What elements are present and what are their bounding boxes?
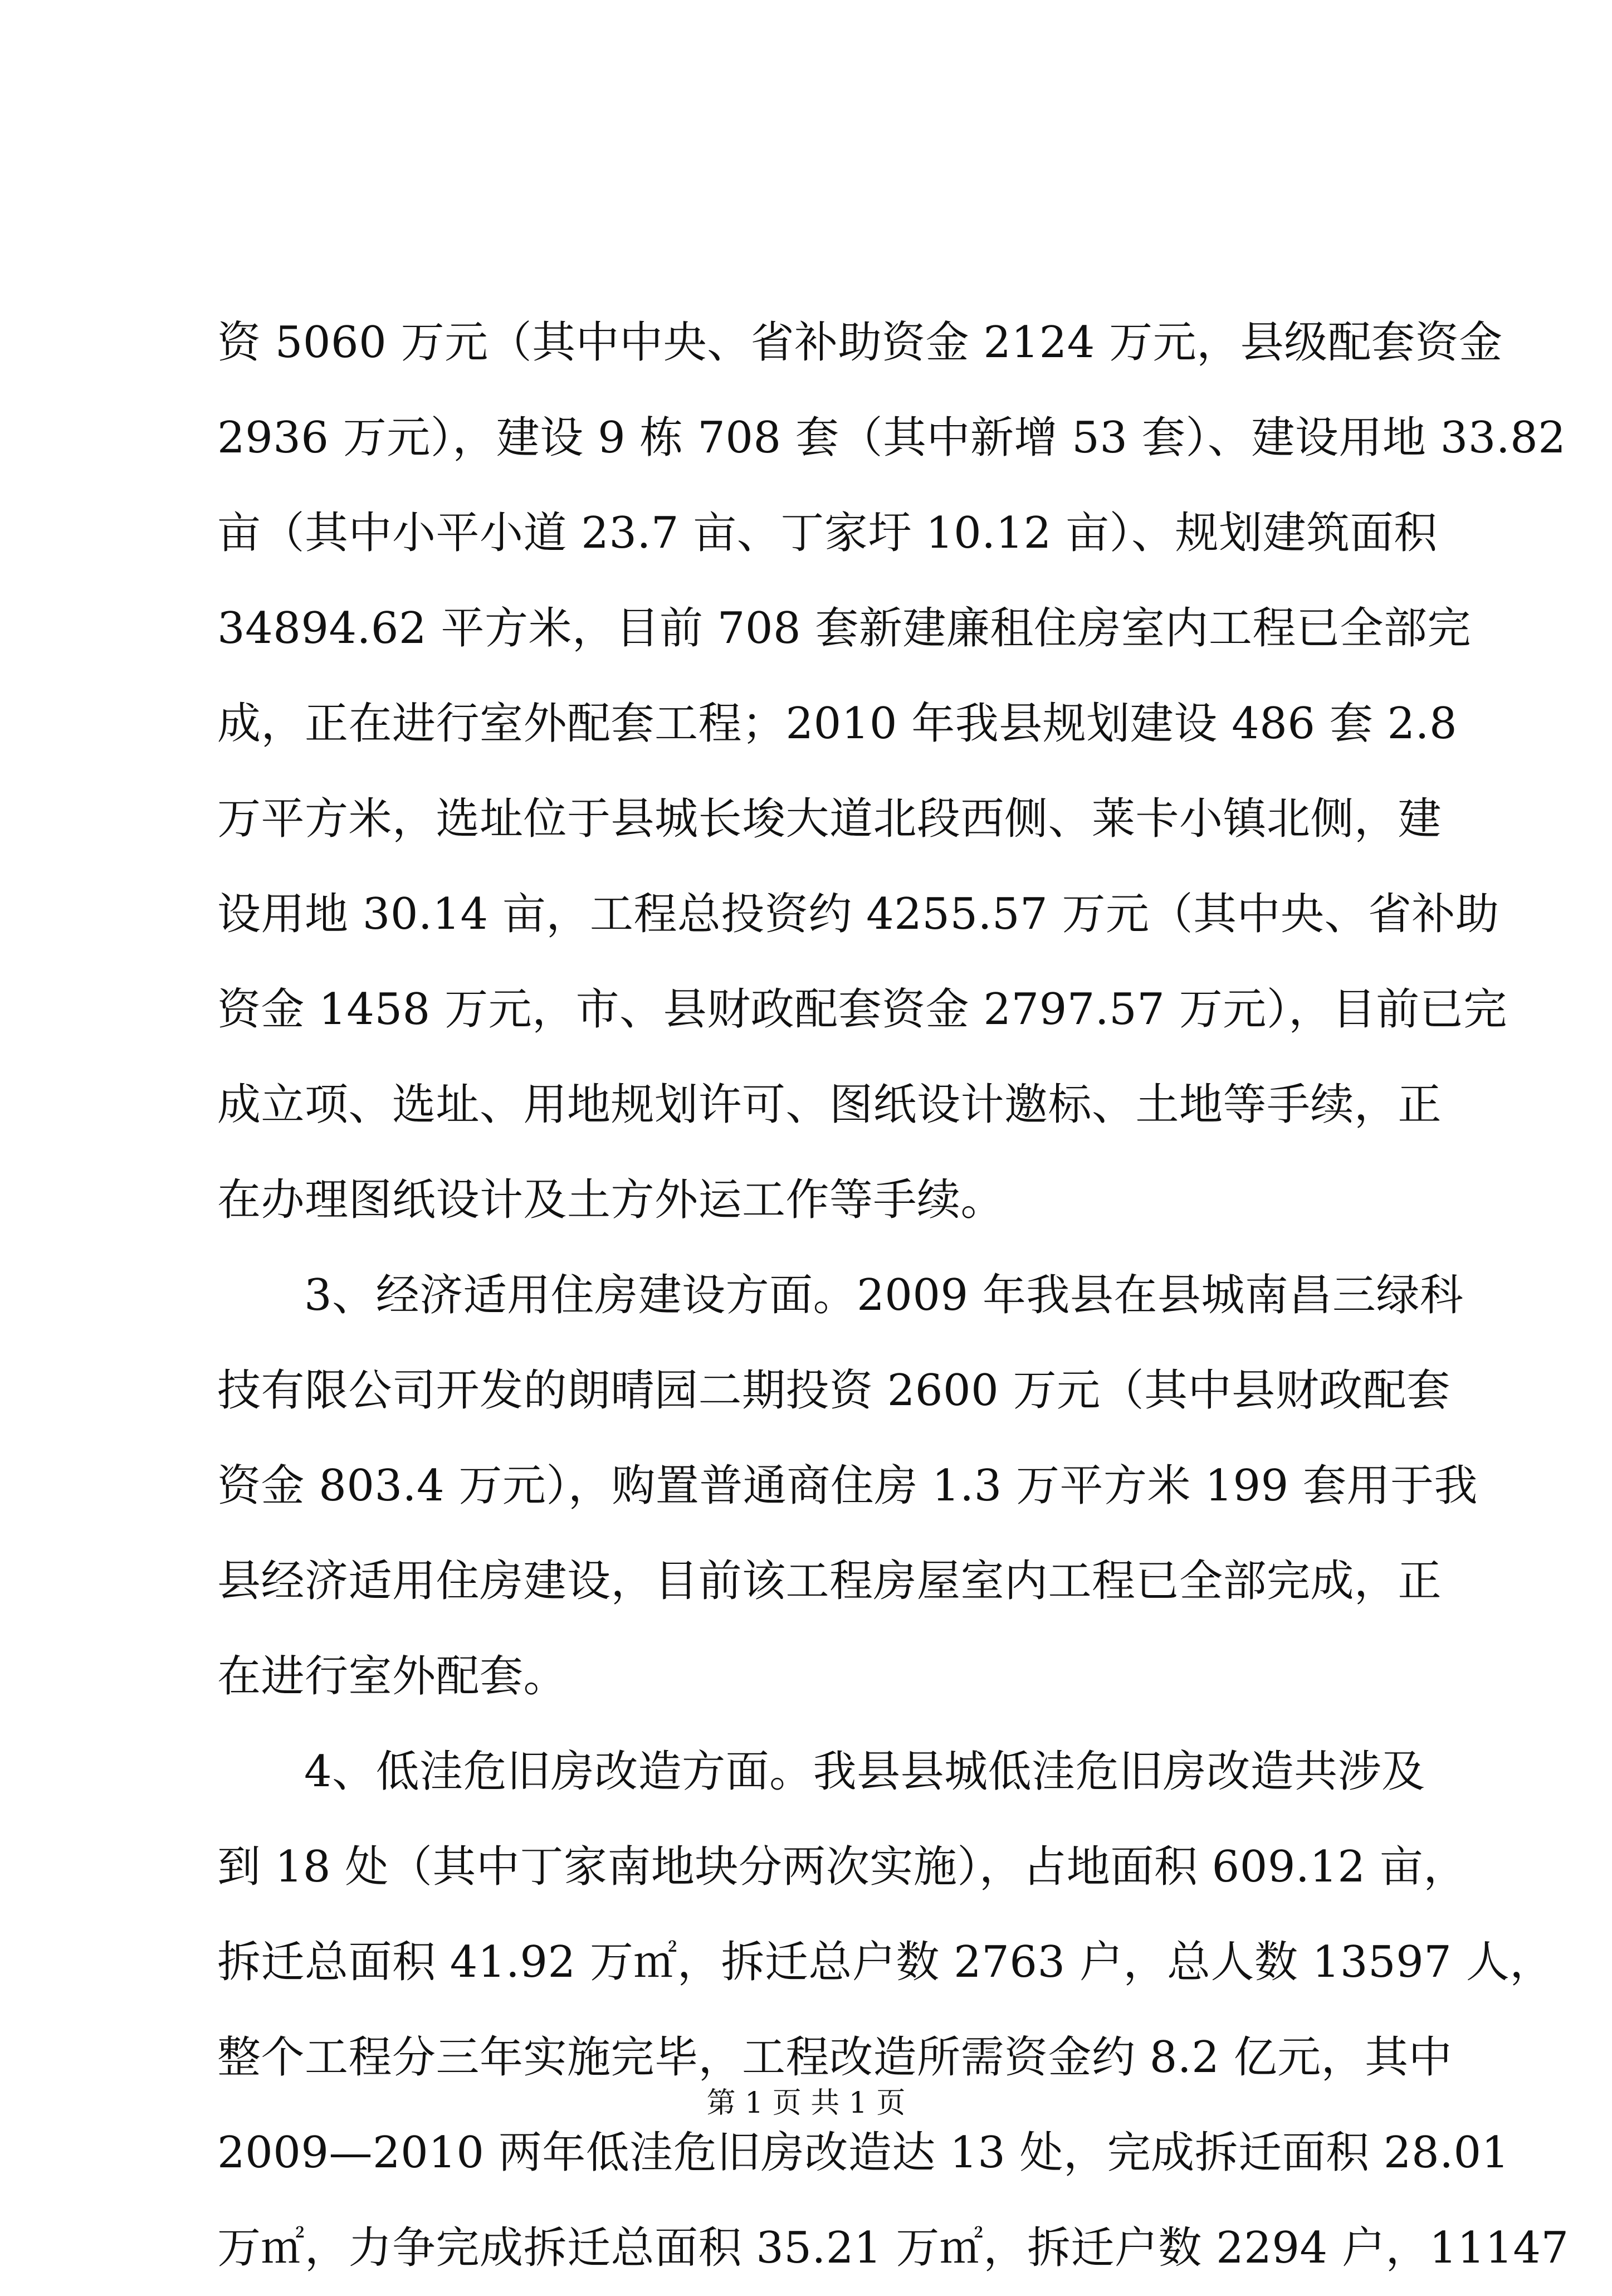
text-line: 34894.62 平方米，目前 708 套新建廉租住房室内工程已全部完 [217,603,1471,654]
text-line: 资 5060 万元（其中中央、省补助资金 2124 万元，县级配套资金 [217,318,1503,368]
text-line: 2009—2010 两年低洼危旧房改造达 13 处，完成拆迁面积 28.01 [217,2128,1510,2178]
text-line: 2936 万元），建设 9 栋 708 套（其中新增 53 套）、建设用地 33.82 [217,413,1566,463]
text-line: 资金 1458 万元，市、县财政配套资金 2797.57 万元），目前已完 [217,984,1507,1035]
text-line: 成立项、选址、用地规划许可、图纸设计邀标、土地等手续，正 [217,1080,1442,1130]
page-number-footer: 第 1 页 共 1 页 [706,2087,906,2120]
text-line: 技有限公司开发的朗晴园二期投资 2600 万元（其中县财政配套 [217,1366,1450,1416]
text-line: 整个工程分三年实施完毕，工程改造所需资金约 8.2 亿元，其中 [217,2032,1453,2083]
document-body [217,295,1569,2296]
text-line: 设用地 30.14 亩，工程总投资约 4255.57 万元（其中央、省补助 [217,889,1499,939]
text-line: 万㎡，力争完成拆迁总面积 35.21 万㎡，拆迁户数 2294 户，11147 [217,2223,1569,2273]
text-line: 到 18 处（其中丁家南地块分两次实施），占地面积 609.12 亩， [217,1842,1467,1892]
text-line: 亩（其中小平小道 23.7 亩、丁家圩 10.12 亩）、规划建筑面积 [217,508,1438,558]
paragraph-3-start: 3、经济适用住房建设方面。2009 年我县在县城南昌三绿科 [304,1270,1464,1320]
text-line: 万平方米，选址位于县城长埈大道北段西侧、莱卡小镇北侧，建 [217,794,1442,844]
text-line: 拆迁总面积 41.92 万㎡，拆迁总户数 2763 户，总人数 13597 人， [217,1937,1554,1987]
text-line: 成，正在进行室外配套工程；2010 年我县规划建设 486 套 2.8 [217,699,1458,749]
paragraph-4-start: 4、低洼危旧房改造方面。我县县城低洼危旧房改造共涉及 [304,1747,1425,1797]
text-line: 县经济适用住房建设，目前该工程房屋室内工程已全部完成，正 [217,1556,1442,1606]
text-line: 资金 803.4 万元），购置普通商住房 1.3 万平方米 199 套用于我 [217,1461,1478,1511]
text-line: 在进行室外配套。 [217,1651,568,1702]
text-line: 在办理图纸设计及土方外运工作等手续。 [217,1175,1005,1225]
